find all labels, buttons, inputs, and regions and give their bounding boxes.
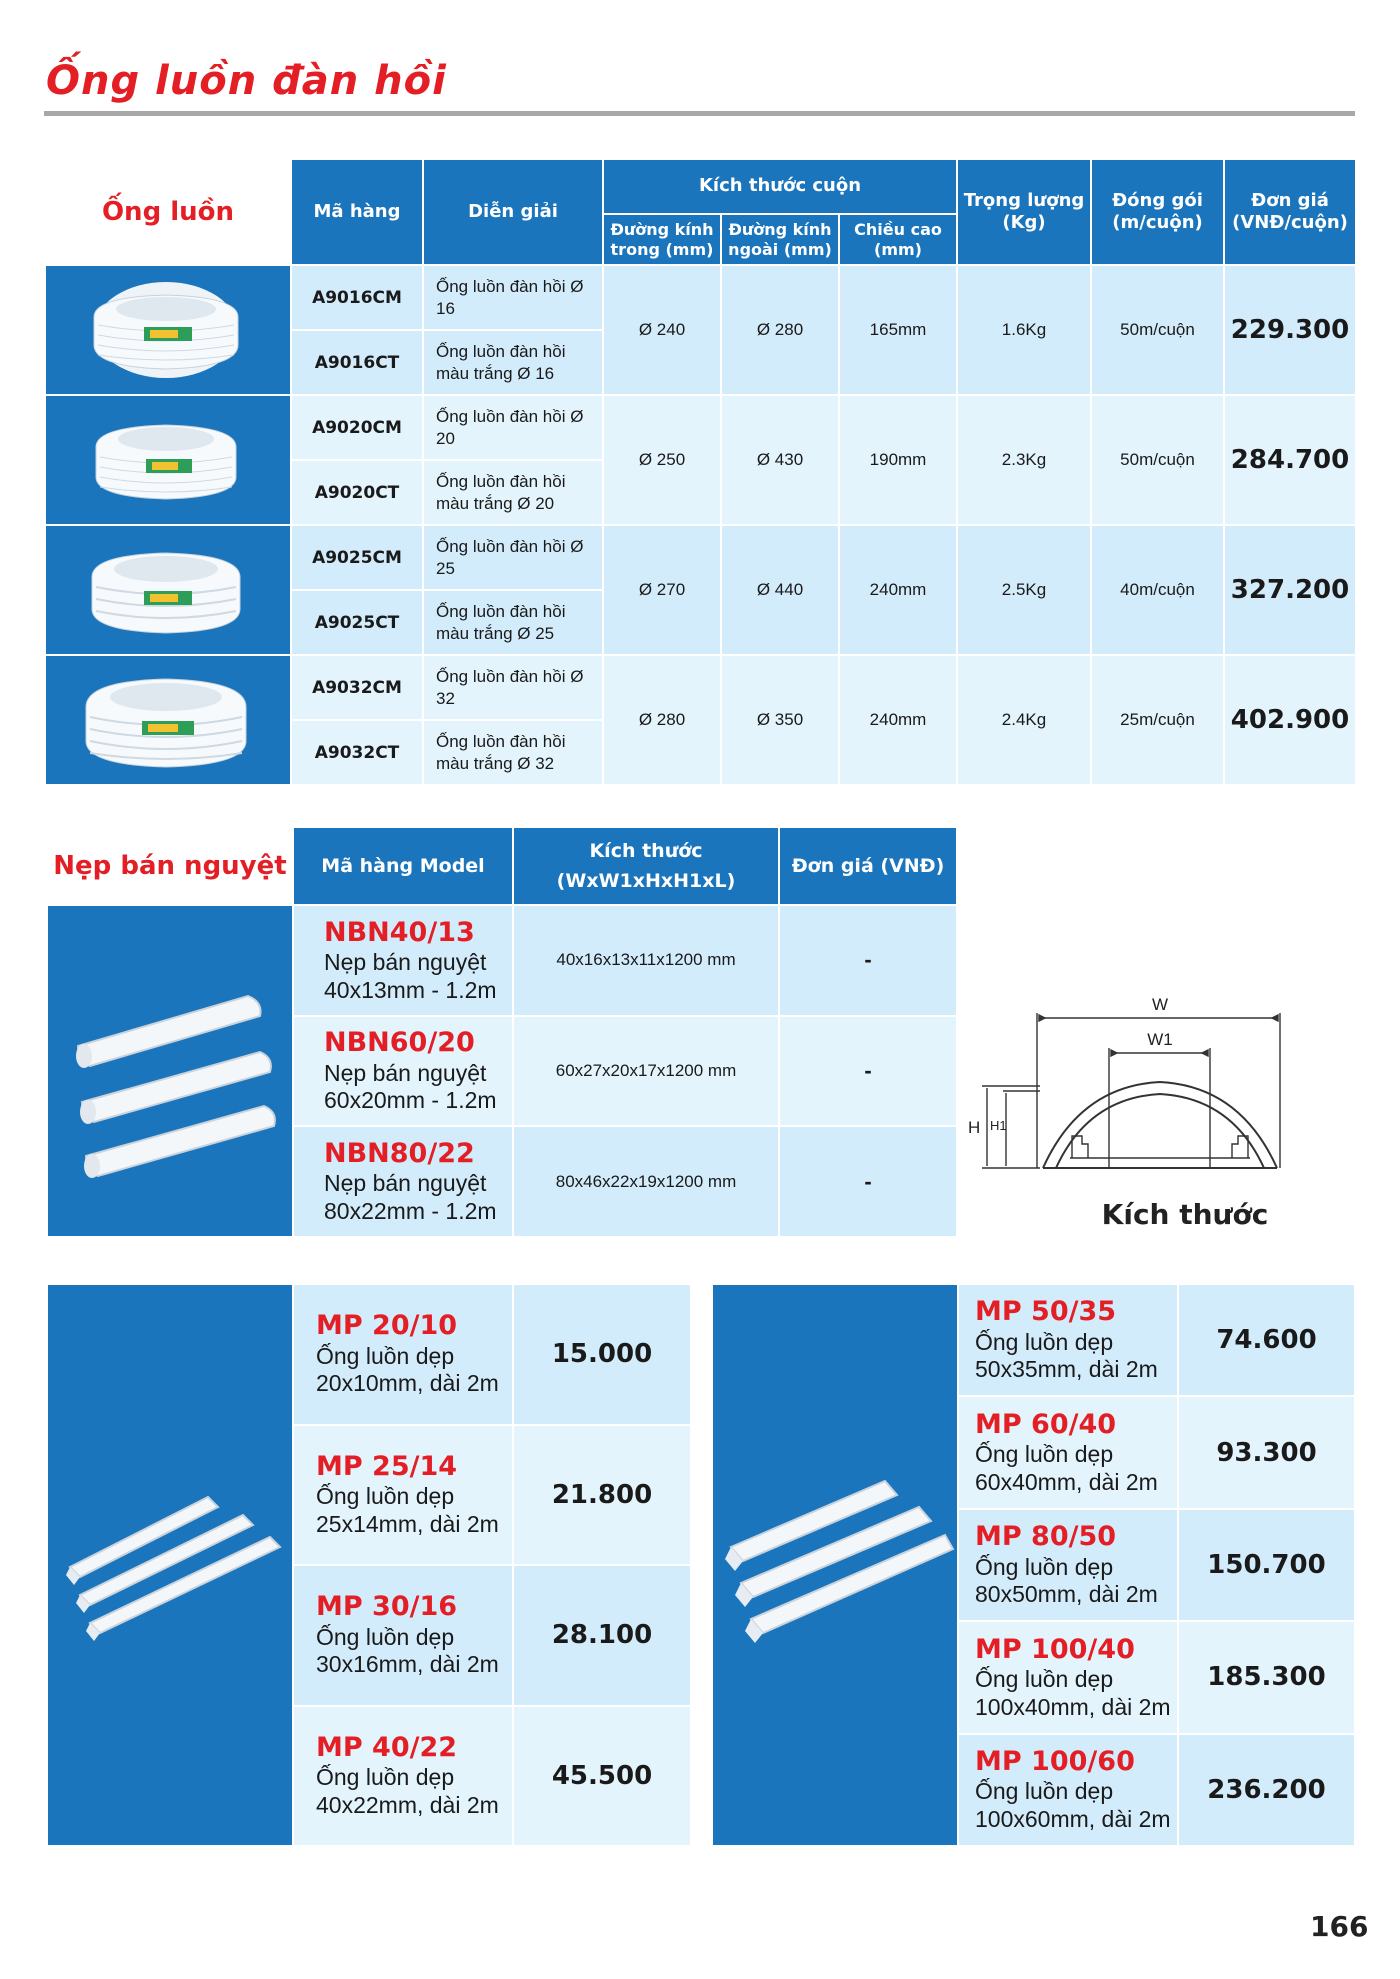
header-packing: Đóng gói (m/cuộn): [1091, 159, 1224, 265]
model-cell: [958, 1734, 1178, 1846]
page-number: 166: [1310, 1910, 1369, 1943]
price-value: 185.300: [1178, 1621, 1355, 1733]
size-value: 40x16x13x11x1200 mm: [513, 905, 779, 1016]
model-cell: [293, 1284, 513, 1425]
model-description: Nẹp bán nguyệt 60x20mm - 1.2m: [324, 1059, 497, 1114]
header-code: Mã hàng: [291, 159, 423, 265]
model-description: Ống luồn dẹp 100x40mm, dài 2m: [975, 1665, 1171, 1720]
price-value: 402.900: [1224, 655, 1356, 785]
height-value: 240mm: [839, 655, 957, 785]
model-code: MP 25/14: [316, 1450, 458, 1482]
conduit-coil-icon: [46, 527, 286, 653]
price-value: 74.600: [1178, 1284, 1355, 1396]
size-value: 60x27x20x17x1200 mm: [513, 1016, 779, 1127]
price-value: 236.200: [1178, 1734, 1355, 1846]
header-height: Chiều cao (mm): [839, 214, 957, 265]
product-description: Ống luồn đàn hồi Ø 25: [423, 525, 603, 590]
packing-value: 50m/cuộn: [1091, 265, 1224, 395]
model-cell: [293, 1706, 513, 1847]
model-description: Ống luồn dẹp 100x60mm, dài 2m: [975, 1778, 1171, 1832]
product-image: [712, 1284, 958, 1846]
product-code: A9032CT: [291, 720, 423, 785]
outer-diameter-value: Ø 440: [721, 525, 839, 655]
packing-value: 40m/cuộn: [1091, 525, 1224, 655]
size-value: 80x46x22x19x1200 mm: [513, 1126, 779, 1237]
height-value: 240mm: [839, 525, 957, 655]
price-value: 150.700: [1178, 1509, 1355, 1621]
header-price: Đơn giá (VNĐ/cuộn): [1224, 159, 1356, 265]
height-value: 190mm: [839, 395, 957, 525]
product-description: Ống luồn đàn hồi Ø 16: [423, 265, 603, 330]
table-row: [45, 265, 1356, 330]
model-code: MP 80/50: [975, 1521, 1117, 1553]
price-value: 21.800: [513, 1425, 691, 1566]
product-code: A9016CT: [291, 330, 423, 395]
product-code: A9020CM: [291, 395, 423, 460]
model-cell: [293, 1425, 513, 1566]
model-cell: [293, 1565, 513, 1706]
price-value: 93.300: [1178, 1396, 1355, 1508]
packing-value: 50m/cuộn: [1091, 395, 1224, 525]
product-image: [45, 395, 291, 525]
model-description: Ống luồn dẹp 50x35mm, dài 2m: [975, 1328, 1158, 1383]
product-code: A9032CM: [291, 655, 423, 720]
product-image: [45, 655, 291, 785]
outer-diameter-value: Ø 280: [721, 265, 839, 395]
model-description: Ống luồn dẹp 30x16mm, dài 2m: [316, 1623, 499, 1678]
price-value: -: [779, 1016, 957, 1127]
flat-conduit-table-left: [46, 1283, 692, 1847]
model-code: MP 40/22: [316, 1731, 458, 1763]
elastic-conduit-table: [44, 158, 1357, 786]
price-value: 15.000: [513, 1284, 691, 1425]
flat-conduit-table-right: [711, 1283, 1356, 1847]
conduit-coil-icon: [46, 267, 286, 393]
dim-w-label: W: [1151, 995, 1169, 1014]
inner-diameter-value: Ø 270: [603, 525, 721, 655]
model-code: MP 100/60: [975, 1745, 1135, 1777]
flat-conduit-icon: [48, 1285, 294, 1845]
product-description: Ống luồn đàn hồi màu trắng Ø 32: [423, 720, 603, 785]
product-code: A9016CM: [291, 265, 423, 330]
model-description: Nẹp bán nguyệt 80x22mm - 1.2m: [324, 1170, 497, 1224]
product-code: A9025CT: [291, 590, 423, 655]
dim-w1-label: W1: [1147, 1030, 1173, 1049]
product-code: A9020CT: [291, 460, 423, 525]
flat-conduit-icon: [713, 1285, 959, 1845]
inner-diameter-value: Ø 240: [603, 265, 721, 395]
packing-value: 25m/cuộn: [1091, 655, 1224, 785]
product-description: Ống luồn đàn hồi màu trắng Ø 16: [423, 330, 603, 395]
weight-value: 1.6Kg: [957, 265, 1091, 395]
trunking-cross-section-icon: [960, 990, 1360, 1190]
table-row: [712, 1284, 1355, 1396]
header-outer-diameter: Đường kính ngoài (mm): [721, 214, 839, 265]
weight-value: 2.3Kg: [957, 395, 1091, 525]
model-code: MP 20/10: [316, 1310, 458, 1342]
dimension-diagram: [960, 990, 1360, 1190]
table-row: [45, 395, 1356, 460]
outer-diameter-value: Ø 350: [721, 655, 839, 785]
table-row: [47, 1284, 691, 1425]
model-description: Nẹp bán nguyệt 40x13mm - 1.2m: [324, 948, 497, 1003]
header-model: Mã hàng Model: [293, 827, 513, 905]
model-description: Ống luồn dẹp 40x22mm, dài 2m: [316, 1764, 499, 1818]
table-row: [47, 905, 957, 1016]
model-code: NBN80/22: [324, 1137, 475, 1169]
model-cell: [958, 1396, 1178, 1508]
half-round-trunking-table: [46, 826, 958, 1238]
inner-diameter-value: Ø 280: [603, 655, 721, 785]
conduit-coil-icon: [46, 397, 286, 523]
model-cell: [293, 905, 513, 1016]
header-inner-diameter: Đường kính trong (mm): [603, 214, 721, 265]
dimension-caption: Kích thước: [1101, 1198, 1269, 1231]
product-image: [45, 525, 291, 655]
dim-h1-label: H1: [990, 1118, 1007, 1133]
model-code: NBN60/20: [324, 1027, 475, 1059]
height-value: 165mm: [839, 265, 957, 395]
elastic-conduit-section-label: Ống luồn: [45, 159, 291, 265]
product-description: Ống luồn đàn hồi màu trắng Ø 25: [423, 590, 603, 655]
half-round-section-label: Nẹp bán nguyệt: [47, 827, 293, 905]
price-value: 229.300: [1224, 265, 1356, 395]
header-description: Diễn giải: [423, 159, 603, 265]
model-cell: [958, 1509, 1178, 1621]
model-description: Ống luồn dẹp 20x10mm, dài 2m: [316, 1342, 499, 1397]
header-coil-size: Kích thước cuộn: [603, 159, 957, 214]
model-code: MP 100/40: [975, 1633, 1135, 1665]
price-value: 28.100: [513, 1565, 691, 1706]
product-image: [47, 905, 293, 1237]
product-image: [47, 1284, 293, 1846]
inner-diameter-value: Ø 250: [603, 395, 721, 525]
price-value: -: [779, 905, 957, 1016]
product-image: [45, 265, 291, 395]
price-value: 284.700: [1224, 395, 1356, 525]
model-cell: [293, 1016, 513, 1127]
model-cell: [293, 1126, 513, 1237]
weight-value: 2.5Kg: [957, 525, 1091, 655]
product-description: Ống luồn đàn hồi màu trắng Ø 20: [423, 460, 603, 525]
model-cell: [958, 1621, 1178, 1733]
price-value: -: [779, 1126, 957, 1237]
table-row: [45, 655, 1356, 720]
weight-value: 2.4Kg: [957, 655, 1091, 785]
product-description: Ống luồn đàn hồi Ø 32: [423, 655, 603, 720]
outer-diameter-value: Ø 430: [721, 395, 839, 525]
page-title: Ống luồn đàn hồi: [46, 58, 447, 104]
header-price: Đơn giá (VNĐ): [779, 827, 957, 905]
price-value: 45.500: [513, 1706, 691, 1847]
price-value: 327.200: [1224, 525, 1356, 655]
table-row: [45, 525, 1356, 590]
model-cell: [958, 1284, 1178, 1396]
model-code: NBN40/13: [324, 916, 475, 948]
header-weight: Trọng lượng (Kg): [957, 159, 1091, 265]
product-code: A9025CM: [291, 525, 423, 590]
product-description: Ống luồn đàn hồi Ø 20: [423, 395, 603, 460]
model-description: Ống luồn dẹp 60x40mm, dài 2m: [975, 1441, 1158, 1495]
model-code: MP 60/40: [975, 1408, 1117, 1440]
title-rule: [44, 111, 1355, 116]
half-round-trunking-icon: [48, 906, 294, 1236]
header-size: Kích thước (WxW1xHxH1xL): [513, 827, 779, 905]
conduit-coil-icon: [46, 657, 286, 783]
model-code: MP 50/35: [975, 1296, 1117, 1328]
model-description: Ống luồn dẹp 25x14mm, dài 2m: [316, 1483, 499, 1537]
dim-h-label: H: [968, 1118, 981, 1137]
model-code: MP 30/16: [316, 1591, 458, 1623]
model-description: Ống luồn dẹp 80x50mm, dài 2m: [975, 1553, 1158, 1608]
